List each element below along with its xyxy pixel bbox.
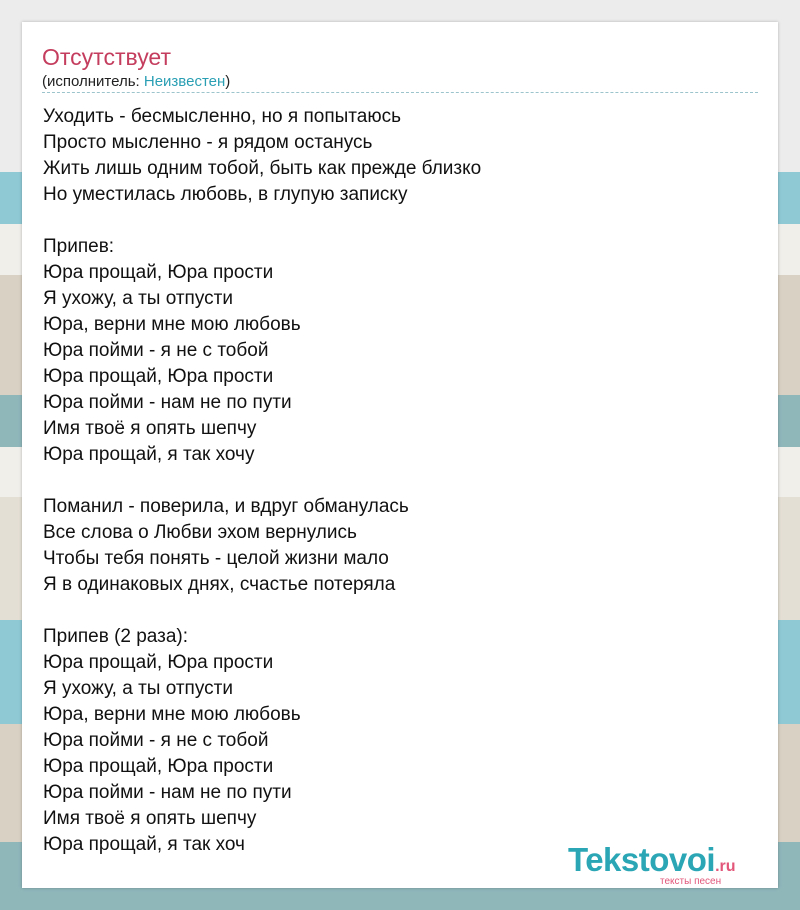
- lyric-line: Юра прощай, я так хочу: [43, 444, 255, 465]
- artist-line: [42, 73, 230, 91]
- lyric-line: Я ухожу, а ты отпусти: [43, 678, 233, 699]
- lyric-line: [43, 208, 758, 234]
- lyric-line: Юра пойми - нам не по пути: [43, 392, 292, 413]
- lyric-line: Юра, верни мне мою любовь: [43, 704, 301, 725]
- lyric-line: [43, 468, 758, 494]
- lyric-line: Юра пойми - я не с тобой: [43, 730, 269, 751]
- lyric-line: Имя твоё я опять шепчу: [43, 418, 257, 439]
- song-title: Отсутствует: [42, 44, 171, 70]
- lyric-line: Юра прощай, Юра прости: [43, 756, 274, 777]
- lyrics-text: [43, 104, 758, 858]
- lyric-line: Припев (2 раза):: [43, 626, 189, 647]
- lyric-line: Припев:: [43, 236, 115, 257]
- lyric-line: Просто мысленно - я рядом останусь: [43, 132, 373, 153]
- lyric-line: Чтобы тебя понять - целой жизни мало: [43, 548, 389, 569]
- lyric-line: Юра прощай, Юра прости: [43, 262, 274, 283]
- lyric-line: Уходить - бесмысленно, но я попытаюсь: [43, 106, 401, 127]
- logo-wordmark: Tekstovoi: [568, 841, 716, 878]
- lyric-line: Юра прощай, Юра прости: [43, 652, 274, 673]
- lyric-line: Я в одинаковых днях, счастье потеряла: [43, 574, 396, 595]
- artist-suffix: ): [225, 73, 231, 90]
- lyrics-card: [22, 22, 778, 888]
- logo-tld: .ru: [715, 858, 736, 875]
- lyric-line: Имя твоё я опять шепчу: [43, 808, 257, 829]
- artist-prefix: (исполнитель:: [42, 73, 144, 90]
- title-divider: [42, 92, 758, 93]
- lyric-line: Юра прощай, я так хоч: [43, 834, 245, 855]
- lyric-line: Я ухожу, а ты отпусти: [43, 288, 233, 309]
- lyric-line: Юра пойми - нам не по пути: [43, 782, 292, 803]
- lyric-line: Но уместилась любовь, в глупую записку: [43, 184, 408, 205]
- lyric-line: Юра прощай, Юра прости: [43, 366, 274, 387]
- artist-link[interactable]: Неизвестен: [143, 73, 226, 90]
- lyric-line: [43, 598, 758, 624]
- logo-tagline: тексты песен: [660, 876, 722, 887]
- lyric-line: Жить лишь одним тобой, быть как прежде близко: [43, 158, 482, 179]
- lyric-line: Все слова о Любви эхом вернулись: [43, 522, 357, 543]
- site-logo[interactable]: [568, 841, 736, 887]
- lyric-line: Поманил - поверила, и вдруг обманулась: [43, 496, 409, 517]
- lyric-line: Юра, верни мне мою любовь: [43, 314, 301, 335]
- lyric-line: Юра пойми - я не с тобой: [43, 340, 269, 361]
